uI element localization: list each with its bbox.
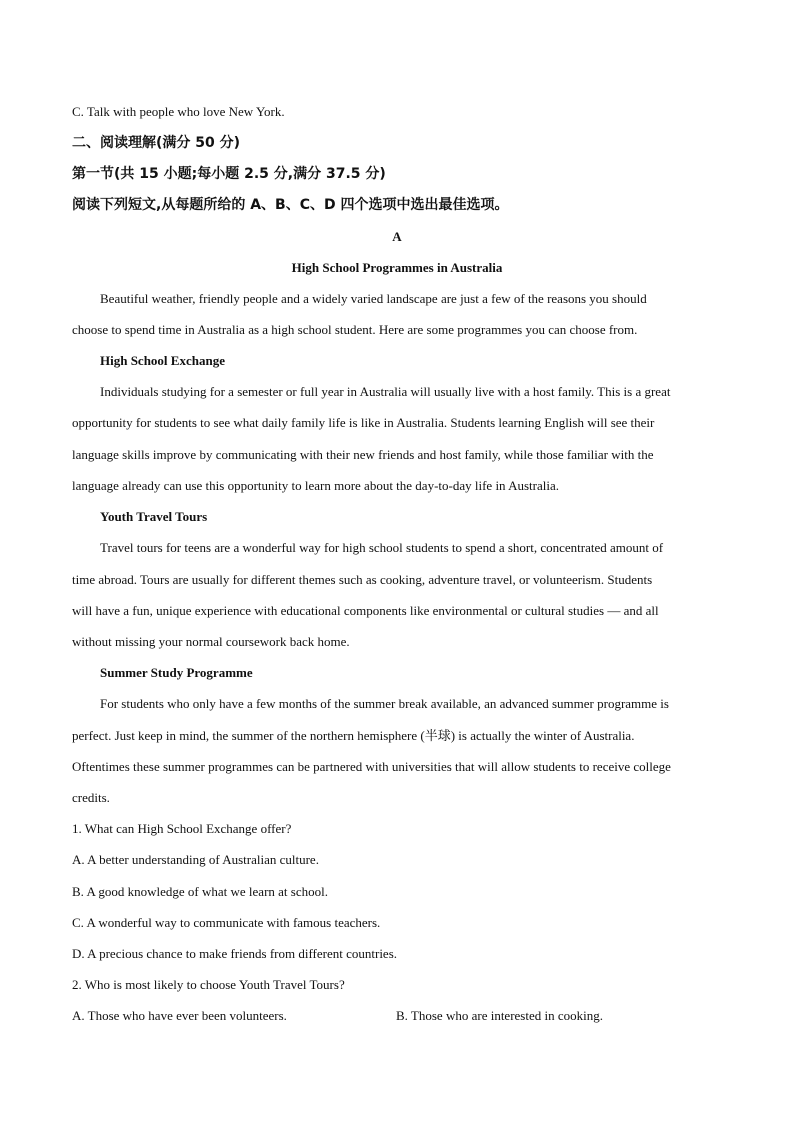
paragraph-line: perfect. Just keep in mind, the summer of the northern hemisphere (半球) is actually the winter of Australia. bbox=[72, 728, 635, 743]
instructions: 阅读下列短文,从每题所给的 A、B、C、D 四个选项中选出最佳选项。 bbox=[72, 197, 509, 213]
paragraph-line: language skills improve by communicating with their new friends and host family, while those familiar with the bbox=[72, 447, 654, 462]
paragraph-line: without missing your normal coursework back home. bbox=[72, 634, 350, 649]
question-1-option-a: A. A better understanding of Australian culture. bbox=[72, 852, 319, 867]
passage-letter: A bbox=[392, 229, 402, 244]
paragraph-line: language already can use this opportunity to learn more about the day-to-day life in Australia. bbox=[72, 478, 559, 493]
section-heading-travel-tours: Youth Travel Tours bbox=[100, 509, 208, 524]
previous-option-c: C. Talk with people who love New York. bbox=[72, 104, 285, 119]
paragraph-line: credits. bbox=[72, 790, 110, 805]
paragraph-line: opportunity for students to see what daily family life is like in Australia. Students learning English will see their bbox=[72, 415, 655, 430]
paragraph-line: Oftentimes these summer programmes can be partnered with universities that will allow students to receive college bbox=[72, 759, 671, 774]
intro-line: Beautiful weather, friendly people and a widely varied landscape are just a few of the reasons you should bbox=[100, 291, 647, 306]
paragraph-line: For students who only have a few months of the summer break available, an advanced summer programme is bbox=[100, 696, 669, 711]
section-heading-exchange: High School Exchange bbox=[100, 353, 225, 368]
question-2-option-b: B. Those who are interested in cooking. bbox=[396, 1008, 603, 1023]
question-1-option-c: C. A wonderful way to communicate with famous teachers. bbox=[72, 915, 381, 930]
part-heading: 第一节(共 15 小题;每小题 2.5 分,满分 37.5 分) bbox=[72, 166, 386, 182]
paragraph-line: time abroad. Tours are usually for different themes such as cooking, adventure travel, or volunteerism. Students bbox=[72, 572, 653, 587]
passage-title: High School Programmes in Australia bbox=[291, 260, 503, 275]
paragraph-line: Individuals studying for a semester or full year in Australia will usually live with a host family. This is a great bbox=[100, 384, 671, 399]
paragraph-line: Travel tours for teens are a wonderful way for high school students to spend a short, concentrated amount of bbox=[100, 540, 664, 555]
question-1-option-b: B. A good knowledge of what we learn at school. bbox=[72, 884, 328, 899]
question-2-stem: 2. Who is most likely to choose Youth Travel Tours? bbox=[72, 977, 345, 992]
question-2-option-a: A. Those who have ever been volunteers. bbox=[72, 1008, 287, 1023]
question-1-stem: 1. What can High School Exchange offer? bbox=[72, 821, 292, 836]
paragraph-line: will have a fun, unique experience with educational components like environmental or cultural studies — and all bbox=[72, 603, 659, 618]
section-heading: 二、阅读理解(满分 50 分) bbox=[72, 135, 241, 151]
question-1-option-d: D. A precious chance to make friends from different countries. bbox=[72, 946, 398, 961]
intro-line: choose to spend time in Australia as a high school student. Here are some programmes you can choose from. bbox=[72, 322, 638, 337]
section-heading-summer-study: Summer Study Programme bbox=[100, 665, 253, 680]
